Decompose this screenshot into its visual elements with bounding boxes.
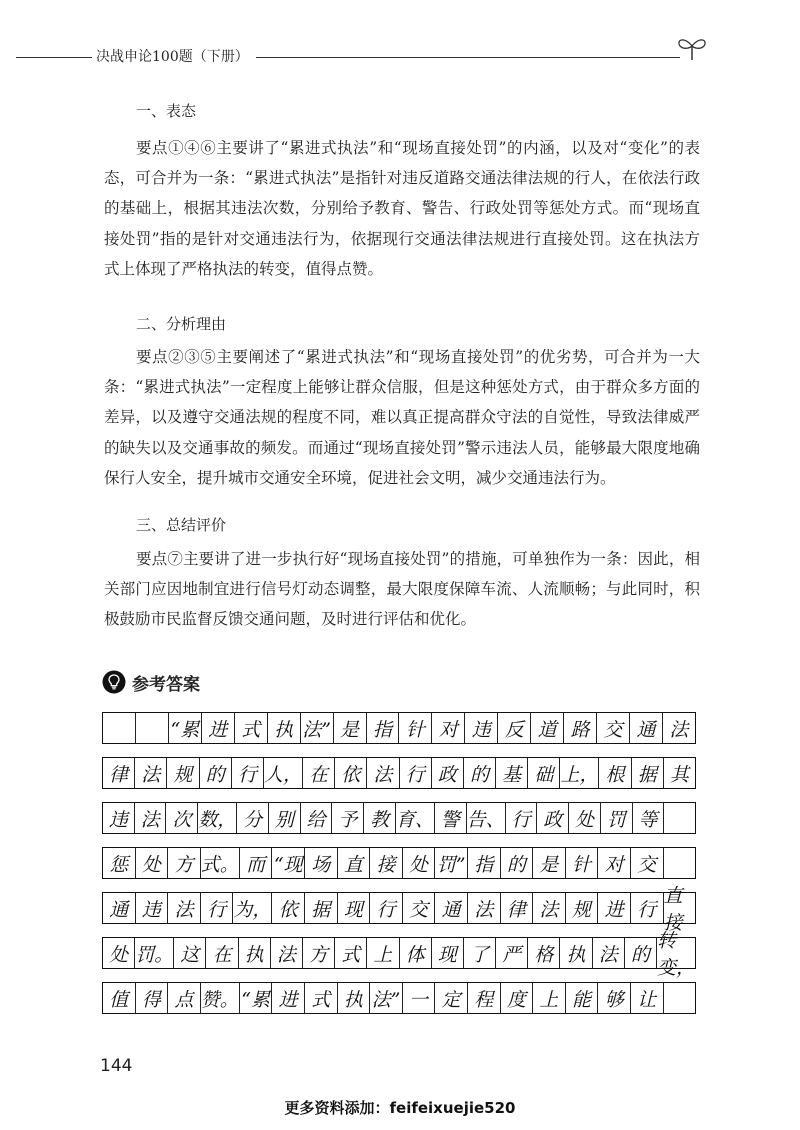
answer-grid-cell: “累: [169, 713, 202, 743]
answer-grid-cell: 体: [400, 938, 432, 968]
answer-grid-cell: 罚。: [135, 938, 174, 968]
answer-grid-cell: 律: [103, 758, 135, 788]
answer-grid-cell: 分: [237, 803, 269, 833]
answer-grid-cell: 执: [268, 713, 301, 743]
answer-grid-cell: 对: [432, 713, 465, 743]
answer-grid-cell: 法: [135, 803, 167, 833]
answer-grid-cell: 通: [103, 893, 136, 923]
answer-grid-cell: 的: [464, 758, 496, 788]
answer-grid-cell: 人，: [264, 758, 303, 788]
answer-grid-cell: 通: [630, 713, 663, 743]
answer-grid-row: [102, 757, 696, 789]
answer-grid-cell: 据: [632, 758, 664, 788]
answer-label: 参考答案: [132, 674, 200, 695]
answer-grid-cell: 法: [468, 893, 501, 923]
answer-grid-cell: 行: [201, 893, 234, 923]
answer-grid-cell: 点: [168, 983, 201, 1013]
answer-grid-cell: 值: [103, 983, 136, 1013]
answer-grid-cell: 进: [598, 893, 631, 923]
answer-grid-cell: 直接: [663, 885, 683, 934]
answer-grid-cell: 的: [200, 758, 232, 788]
answer-grid-cell: 执: [239, 938, 271, 968]
answer-grid-cell: 了: [464, 938, 496, 968]
page-number: 144: [100, 1056, 133, 1076]
answer-grid-cell: 础: [528, 758, 560, 788]
answer-grid-cell: 法: [135, 758, 167, 788]
answer-grid-row: [102, 982, 696, 1014]
answer-grid-cell: 场: [305, 848, 338, 878]
answer-grid-cell: 在: [303, 758, 335, 788]
answer-grid-cell: 格: [528, 938, 560, 968]
answer-grid-cell: 交: [597, 713, 630, 743]
answer-grid-cell: 规: [566, 893, 599, 923]
answer-grid-cell: 转变，: [657, 930, 696, 979]
answer-grid-cell: 处: [136, 848, 169, 878]
answer-grid-cell: 为，: [233, 893, 272, 923]
answer-grid-cell: 行: [506, 803, 538, 833]
answer-grid-cell: 违: [103, 803, 135, 833]
answer-grid-cell: 次: [166, 803, 198, 833]
header-rule-right: [256, 57, 680, 58]
sprout-icon: [674, 32, 710, 62]
answer-grid-cell: 够: [598, 983, 631, 1013]
section-heading-stance: 一、表态: [136, 102, 197, 120]
answer-grid-cell: 程: [468, 983, 501, 1013]
answer-grid-cell: 处: [403, 848, 436, 878]
answer-grid-cell: 惩: [103, 848, 136, 878]
answer-grid-cell: 行: [370, 893, 403, 923]
answer-grid-cell: 育、: [396, 803, 435, 833]
answer-grid-cell: 上，: [560, 758, 599, 788]
answer-grid-cell: 指: [468, 848, 501, 878]
answer-grid-cell: 等: [633, 803, 665, 833]
answer-grid-cell: 度: [501, 983, 534, 1013]
answer-grid-cell: [664, 983, 696, 1013]
section-heading-summary: 三、总结评价: [136, 516, 227, 534]
answer-grid-row: [102, 802, 696, 834]
section-text-summary: 要点⑦主要讲了进一步执行好“现场直接处罚”的措施，可单独作为一条：因此，相关部门应因地制宜进行信号灯动态调整，最大限度保障车流、人流顺畅；与此同时，积极鼓励市民监督反馈交通问题，及时进行评估和优化。: [104, 550, 700, 629]
answer-grid-cell: “累: [240, 983, 273, 1013]
answer-grid-cell: [664, 803, 695, 833]
answer-grid-cell: 告、: [467, 803, 506, 833]
answer-grid-cell: 罚”: [435, 848, 468, 878]
answer-grid-cell: 让: [631, 983, 664, 1013]
answer-grid-cell: 上: [367, 938, 399, 968]
answer-grid-cell: 方: [168, 848, 201, 878]
answer-grid-cell: 处: [103, 938, 135, 968]
answer-grid-cell: 道: [531, 713, 564, 743]
answer-grid-cell: 赞。: [201, 983, 240, 1013]
answer-grid-cell: 罚: [601, 803, 633, 833]
answer-grid-cell: 违: [136, 893, 169, 923]
answer-grid-cell: 对: [598, 848, 631, 878]
answer-grid-cell: 行: [631, 893, 664, 923]
answer-grid-cell: 基: [496, 758, 528, 788]
section-heading-analysis: 二、分析理由: [136, 315, 227, 333]
answer-grid-cell: 直: [338, 848, 371, 878]
answer-grid-cell: 是: [533, 848, 566, 878]
answer-grid-cell: 反: [498, 713, 531, 743]
answer-grid-cell: 其: [669, 763, 689, 786]
answer-grid-cell: 而: [240, 848, 273, 878]
answer-grid-cell: 教: [364, 803, 396, 833]
answer-grid-cell: “现: [272, 848, 305, 878]
answer-grid-cell: 警: [435, 803, 467, 833]
answer-grid-cell: 现: [432, 938, 464, 968]
answer-grid-cell: 接: [370, 848, 403, 878]
answer-grid-cell: 通: [435, 893, 468, 923]
answer-grid-cell: 法: [367, 758, 399, 788]
footer-note: 更多资料添加：feifeixuejie520: [284, 1099, 516, 1117]
answer-grid-cell: 法: [533, 893, 566, 923]
answer-grid-cell: 行: [400, 758, 432, 788]
answer-grid-cell: 定: [435, 983, 468, 1013]
answer-grid-cell: [664, 848, 696, 878]
answer-grid-cell: 规: [167, 758, 199, 788]
answer-grid-cell: 交: [403, 893, 436, 923]
answer-grid-cell: [103, 713, 136, 743]
answer-grid-cell: 上: [533, 983, 566, 1013]
answer-grid-cell: 在: [206, 938, 238, 968]
header-rule-left: [16, 57, 92, 58]
answer-grid-cell: 法: [669, 718, 689, 741]
answer-grid-cell: 执: [560, 938, 592, 968]
answer-grid-cell: 进: [272, 983, 305, 1013]
answer-grid-cell: 法: [168, 893, 201, 923]
answer-grid-cell: 交: [631, 848, 664, 878]
answer-grid-cell: 根: [599, 758, 631, 788]
answer-grid-cell: 别: [269, 803, 301, 833]
section-text-stance: 要点①④⑥主要讲了“累进式执法”和“现场直接处罚”的内涵，以及对“变化”的表态，可合并为一条：“累进式执法”是指针对违反道路交通法律法规的行人，在依法行政的基础上，根据其违法次数，分别给予教育、警告、行政处罚等惩处方式。而“现场直接处罚”指的是针对交通违法行为，依据现行交通法律法规进行直接处罚。这在执法方式上体现了严格执法的转变，值得点赞。: [104, 139, 700, 278]
answer-grid-cell: 路: [564, 713, 597, 743]
answer-grid-cell: 处: [569, 803, 601, 833]
answer-grid-cell: 式。: [201, 848, 240, 878]
answer-grid-cell: 法: [593, 938, 625, 968]
answer-grid-cell: 法”: [301, 713, 334, 743]
answer-grid-row: [102, 847, 696, 879]
answer-grid-cell: 数，: [198, 803, 237, 833]
answer-grid-cell: 执: [338, 983, 371, 1013]
answer-grid-cell: 法: [271, 938, 303, 968]
answer-grid-cell: 一: [403, 983, 436, 1013]
book-title: 决战申论100题（下册）: [96, 49, 249, 65]
answer-grid-cell: 式: [335, 938, 367, 968]
answer-grid-cell: 依: [272, 893, 305, 923]
answer-grid-row: [102, 712, 696, 744]
answer-grid-cell: 方: [303, 938, 335, 968]
answer-grid-cell: 得: [136, 983, 169, 1013]
answer-grid-row: [102, 885, 696, 934]
answer-grid-cell: 予: [332, 803, 364, 833]
answer-grid-cell: 违: [465, 713, 498, 743]
lightbulb-icon: [102, 670, 126, 694]
answer-grid-cell: 严: [496, 938, 528, 968]
answer-grid-cell: 进: [202, 713, 235, 743]
answer-grid-cell: [136, 713, 169, 743]
answer-grid-cell: 依: [335, 758, 367, 788]
answer-grid-cell: 律: [501, 893, 534, 923]
answer-grid-cell: 针: [399, 713, 432, 743]
answer-grid-cell: 行: [232, 758, 264, 788]
answer-grid-cell: 法”: [370, 983, 403, 1013]
answer-grid-cell: 能: [566, 983, 599, 1013]
answer-grid-cell: 式: [235, 713, 268, 743]
answer-grid-cell: 现: [338, 893, 371, 923]
answer-grid-cell: 针: [566, 848, 599, 878]
answer-grid-cell: 政: [432, 758, 464, 788]
answer-grid-cell: 式: [305, 983, 338, 1013]
section-text-analysis: 要点②③⑤主要阐述了“累进式执法”和“现场直接处罚”的优劣势，可合并为一大条：“累进式执法”一定程度上能够让群众信服，但是这种惩处方式，由于群众多方面的差异，以及遵守交通法规的程度不同，难以真正提高群众守法的自觉性，导致法律威严的缺失以及交通事故的频发。而通过“现场直接处罚”警示违法人员，能够最大限度地确保行人安全，提升城市交通安全环境，促进社会文明，减少交通违法行为。: [104, 348, 700, 487]
answer-grid-cell: 的: [501, 848, 534, 878]
answer-grid-row: [102, 930, 696, 979]
answer-grid-cell: 这: [174, 938, 206, 968]
answer-grid-cell: 是: [334, 713, 367, 743]
answer-grid-cell: 指: [367, 713, 400, 743]
answer-grid-cell: 给: [301, 803, 333, 833]
answer-grid-cell: 据: [305, 893, 338, 923]
answer-grid-cell: 的: [625, 938, 657, 968]
answer-grid-cell: 政: [537, 803, 569, 833]
answer-banner: [102, 667, 200, 697]
